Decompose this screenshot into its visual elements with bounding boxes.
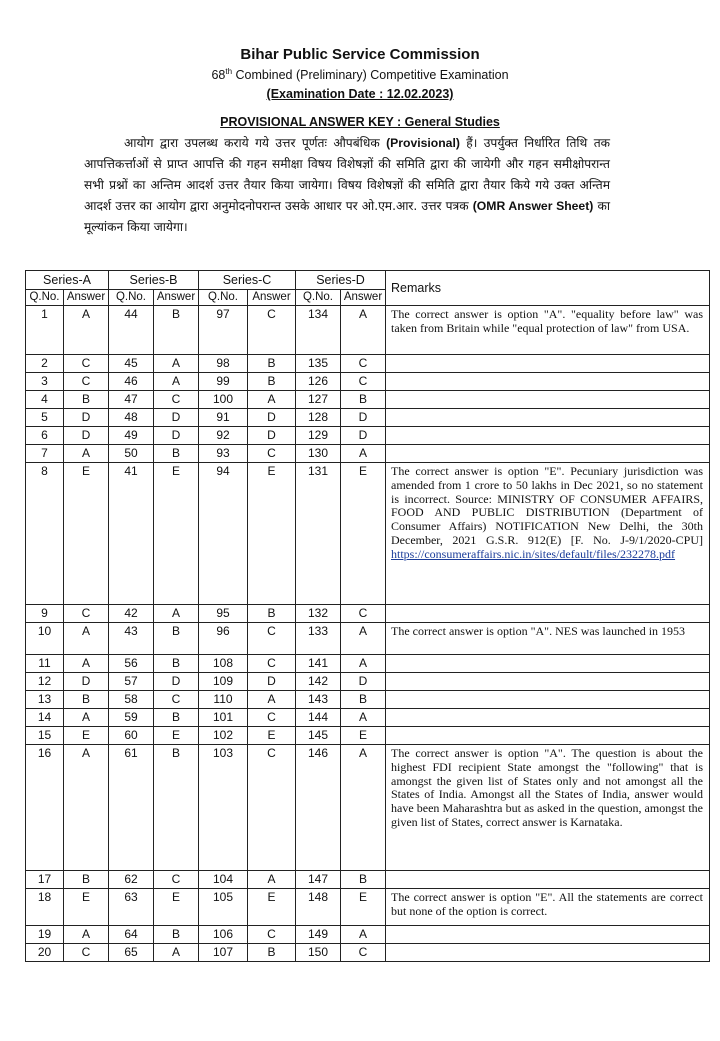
answer-cell: C <box>248 926 296 944</box>
remark-cell <box>386 709 710 727</box>
exam-title <box>0 67 720 82</box>
table-row <box>26 889 710 926</box>
question-number-cell: 9 <box>26 605 64 623</box>
answer-cell: D <box>341 673 386 691</box>
answer-cell: D <box>248 673 296 691</box>
question-number-cell: 49 <box>109 427 154 445</box>
answer-cell: C <box>64 355 109 373</box>
table-row <box>26 391 710 409</box>
answer-cell: A <box>154 605 199 623</box>
answer-cell: D <box>341 409 386 427</box>
exam-date: (Examination Date : 12.02.2023) <box>266 87 454 101</box>
answer-cell: A <box>341 709 386 727</box>
remark-cell <box>386 673 710 691</box>
question-number-cell: 65 <box>109 944 154 962</box>
answer-cell: B <box>154 926 199 944</box>
answer-cell: E <box>64 727 109 745</box>
question-number-cell: 5 <box>26 409 64 427</box>
question-number-cell: 145 <box>296 727 341 745</box>
question-number-cell: 92 <box>199 427 248 445</box>
answer-cell: B <box>154 709 199 727</box>
answer-cell: C <box>248 445 296 463</box>
table-row <box>26 655 710 673</box>
qno-header: Q.No. <box>199 290 248 306</box>
answer-cell: A <box>64 745 109 871</box>
answer-cell: E <box>64 889 109 926</box>
remark-text: The correct answer is option "A". "equality before law" was taken from Britain while "equal protection of law" from USA. <box>391 307 703 335</box>
answer-cell: B <box>248 355 296 373</box>
question-number-cell: 8 <box>26 463 64 605</box>
answer-cell: D <box>64 673 109 691</box>
question-number-cell: 144 <box>296 709 341 727</box>
answer-cell: D <box>248 409 296 427</box>
question-number-cell: 42 <box>109 605 154 623</box>
question-number-cell: 15 <box>26 727 64 745</box>
question-number-cell: 58 <box>109 691 154 709</box>
question-number-cell: 141 <box>296 655 341 673</box>
question-number-cell: 108 <box>199 655 248 673</box>
exam-number: 68 <box>211 68 226 83</box>
table-row <box>26 445 710 463</box>
question-number-cell: 50 <box>109 445 154 463</box>
answer-cell: E <box>341 463 386 605</box>
remarks-header: Remarks <box>386 271 710 306</box>
answer-rows <box>26 306 710 962</box>
question-number-cell: 59 <box>109 709 154 727</box>
question-number-cell: 4 <box>26 391 64 409</box>
table-row <box>26 605 710 623</box>
series-c-header: Series-C <box>199 271 296 290</box>
answer-cell: C <box>248 306 296 355</box>
remark-cell <box>386 445 710 463</box>
table-row <box>26 355 710 373</box>
question-number-cell: 143 <box>296 691 341 709</box>
question-number-cell: 48 <box>109 409 154 427</box>
notice-part2: हैं। उपर्युक्त निर्धारित तिथि तक आपत्तिकर्त्ताओं से प्राप्त आपत्ति की गहन समीक्षा विषय विशेषज्ञों की समिति द्वारा की जायेगी और गहन समीक्षोपरान्त सभी प्रश्नों का अन्तिम आदर्श उत्तर तैयार किया जायेगा। विषय विशेषज्ञों की समिति द्वारा तैयार किये गये उक्त अन्तिम आदर्श उत्तर का आयोग द्वारा अनुमोदनोपरान्त उसके आधार पर ओ.एम.आर. उत्तर पत्रक <box>84 136 611 213</box>
answer-cell: C <box>248 655 296 673</box>
remark-text: The correct answer is option "A". NES was launched in 1953 <box>391 624 686 638</box>
qno-header: Q.No. <box>296 290 341 306</box>
answer-cell: E <box>248 463 296 605</box>
question-number-cell: 97 <box>199 306 248 355</box>
question-number-cell: 11 <box>26 655 64 673</box>
table-row <box>26 871 710 889</box>
answer-cell: C <box>64 373 109 391</box>
question-number-cell: 13 <box>26 691 64 709</box>
series-a-header: Series-A <box>26 271 109 290</box>
answer-cell: C <box>341 373 386 391</box>
question-number-cell: 96 <box>199 623 248 655</box>
question-number-cell: 20 <box>26 944 64 962</box>
table-row <box>26 727 710 745</box>
notice-provisional: (Provisional) <box>386 136 460 150</box>
question-number-cell: 146 <box>296 745 341 871</box>
answer-cell: B <box>154 745 199 871</box>
remark-text: The correct answer is option "E". All the statements are correct but none of the option is correct. <box>391 890 703 918</box>
answer-cell: A <box>154 944 199 962</box>
question-number-cell: 43 <box>109 623 154 655</box>
answer-key-title: PROVISIONAL ANSWER KEY : General Studies <box>220 115 500 129</box>
question-number-cell: 95 <box>199 605 248 623</box>
table-row <box>26 373 710 391</box>
answer-cell: C <box>154 871 199 889</box>
series-d-header: Series-D <box>296 271 386 290</box>
question-number-cell: 132 <box>296 605 341 623</box>
answer-cell: C <box>64 944 109 962</box>
remark-cell <box>386 655 710 673</box>
remark-cell <box>386 427 710 445</box>
question-number-cell: 94 <box>199 463 248 605</box>
remark-cell <box>386 409 710 427</box>
answer-cell: A <box>341 655 386 673</box>
question-number-cell: 56 <box>109 655 154 673</box>
table-row <box>26 463 710 605</box>
answer-cell: B <box>154 445 199 463</box>
answer-cell: D <box>154 427 199 445</box>
answer-header: Answer <box>154 290 199 306</box>
answer-cell: B <box>341 871 386 889</box>
question-number-cell: 127 <box>296 391 341 409</box>
answer-cell: B <box>154 306 199 355</box>
answer-cell: D <box>341 427 386 445</box>
question-number-cell: 62 <box>109 871 154 889</box>
question-number-cell: 7 <box>26 445 64 463</box>
question-number-cell: 1 <box>26 306 64 355</box>
question-number-cell: 110 <box>199 691 248 709</box>
notice-omr: (OMR Answer Sheet) <box>472 199 594 213</box>
question-number-cell: 19 <box>26 926 64 944</box>
answer-cell: B <box>64 391 109 409</box>
remark-text: The correct answer is option "E". Pecuniary jurisdiction was amended from 1 crore to 50 lakhs in Dec 2021, so no statement is incorrect. Source: MINISTRY OF CONSUMER AFFAIRS, FOOD AND PUBLIC DISTRIBUTION (Department of Consumer Affairs) NOTIFICATION New Delhi, the 30th December, 2021 G.S.R. 912(E) [F. No. J-9/1/2020-CPU] <box>391 464 703 547</box>
question-number-cell: 3 <box>26 373 64 391</box>
remark-cell <box>386 623 710 655</box>
question-number-cell: 99 <box>199 373 248 391</box>
answer-cell: A <box>341 306 386 355</box>
question-number-cell: 57 <box>109 673 154 691</box>
remark-cell <box>386 605 710 623</box>
answer-cell: A <box>64 655 109 673</box>
remark-cell <box>386 373 710 391</box>
answer-cell: A <box>248 391 296 409</box>
remark-cell <box>386 391 710 409</box>
question-number-cell: 10 <box>26 623 64 655</box>
notice-part3: का मूल्यांकन किया जायेगा। <box>84 199 610 234</box>
question-number-cell: 2 <box>26 355 64 373</box>
answer-cell: B <box>248 944 296 962</box>
answer-cell: C <box>154 391 199 409</box>
question-number-cell: 104 <box>199 871 248 889</box>
answer-cell: D <box>154 409 199 427</box>
question-number-cell: 130 <box>296 445 341 463</box>
table-row <box>26 306 710 355</box>
answer-cell: D <box>248 427 296 445</box>
answer-cell: E <box>154 889 199 926</box>
question-number-cell: 129 <box>296 427 341 445</box>
answer-cell: E <box>341 889 386 926</box>
question-number-cell: 60 <box>109 727 154 745</box>
question-number-cell: 134 <box>296 306 341 355</box>
answer-cell: A <box>248 691 296 709</box>
answer-cell: C <box>341 944 386 962</box>
answer-cell: A <box>341 926 386 944</box>
remark-cell <box>386 691 710 709</box>
qno-header: Q.No. <box>26 290 64 306</box>
remark-cell <box>386 745 710 871</box>
answer-cell: E <box>154 463 199 605</box>
question-number-cell: 106 <box>199 926 248 944</box>
question-number-cell: 61 <box>109 745 154 871</box>
table-row <box>26 409 710 427</box>
question-number-cell: 93 <box>199 445 248 463</box>
answer-cell: A <box>64 306 109 355</box>
question-number-cell: 101 <box>199 709 248 727</box>
organization-title: Bihar Public Service Commission <box>240 46 480 63</box>
table-row <box>26 709 710 727</box>
answer-cell: E <box>248 889 296 926</box>
source-link[interactable]: https://consumeraffairs.nic.in/sites/default/files/232278.pdf <box>391 546 676 561</box>
answer-cell: C <box>248 745 296 871</box>
question-number-cell: 100 <box>199 391 248 409</box>
question-number-cell: 6 <box>26 427 64 445</box>
table-row <box>26 745 710 871</box>
remark-cell <box>386 727 710 745</box>
answer-cell: C <box>248 709 296 727</box>
qno-header: Q.No. <box>109 290 154 306</box>
exam-suffix: th <box>225 67 233 76</box>
question-number-cell: 142 <box>296 673 341 691</box>
question-number-cell: 44 <box>109 306 154 355</box>
answer-cell: A <box>64 445 109 463</box>
question-number-cell: 45 <box>109 355 154 373</box>
question-number-cell: 107 <box>199 944 248 962</box>
remark-cell <box>386 306 710 355</box>
answer-cell: A <box>154 373 199 391</box>
answer-cell: E <box>154 727 199 745</box>
answer-cell: A <box>64 623 109 655</box>
series-b-header: Series-B <box>109 271 199 290</box>
answer-cell: C <box>341 605 386 623</box>
answer-header: Answer <box>341 290 386 306</box>
question-number-cell: 46 <box>109 373 154 391</box>
question-number-cell: 147 <box>296 871 341 889</box>
remark-cell <box>386 926 710 944</box>
remark-cell <box>386 889 710 926</box>
answer-cell: C <box>341 355 386 373</box>
answer-cell: A <box>341 623 386 655</box>
remark-cell <box>386 355 710 373</box>
remark-cell <box>386 463 710 605</box>
question-number-cell: 12 <box>26 673 64 691</box>
answer-cell: A <box>341 745 386 871</box>
table-row <box>26 944 710 962</box>
answer-cell: D <box>64 409 109 427</box>
answer-cell: C <box>64 605 109 623</box>
answer-cell: B <box>341 391 386 409</box>
question-number-cell: 148 <box>296 889 341 926</box>
question-number-cell: 103 <box>199 745 248 871</box>
answer-cell: C <box>248 623 296 655</box>
answer-cell: A <box>64 709 109 727</box>
question-number-cell: 14 <box>26 709 64 727</box>
question-number-cell: 63 <box>109 889 154 926</box>
question-number-cell: 126 <box>296 373 341 391</box>
answer-cell: B <box>154 623 199 655</box>
table-row <box>26 427 710 445</box>
answer-cell: A <box>341 445 386 463</box>
remark-text: The correct answer is option "A". The question is about the highest FDI recipient State amongst the "following" that is amongst the given list of States only and not amongst all the States of India. Amongst all the States of India, answer would have been Maharashtra but as asked in the question, amongst the given list of States, correct answer is Karnataka. <box>391 746 703 829</box>
answer-cell: B <box>248 605 296 623</box>
question-number-cell: 105 <box>199 889 248 926</box>
answer-cell: B <box>64 871 109 889</box>
answer-cell: E <box>248 727 296 745</box>
notice-paragraph <box>84 133 610 238</box>
answer-cell: E <box>341 727 386 745</box>
answer-header: Answer <box>64 290 109 306</box>
table-row <box>26 673 710 691</box>
answer-cell: C <box>154 691 199 709</box>
question-number-cell: 133 <box>296 623 341 655</box>
question-number-cell: 131 <box>296 463 341 605</box>
table-row <box>26 926 710 944</box>
question-number-cell: 64 <box>109 926 154 944</box>
question-number-cell: 47 <box>109 391 154 409</box>
answer-header: Answer <box>248 290 296 306</box>
table-row <box>26 691 710 709</box>
notice-part1: आयोग द्वारा उपलब्ध कराये गये उत्तर पूर्णतः औपबंधिक <box>124 136 380 150</box>
question-number-cell: 128 <box>296 409 341 427</box>
answer-cell: B <box>154 655 199 673</box>
question-number-cell: 149 <box>296 926 341 944</box>
question-number-cell: 17 <box>26 871 64 889</box>
table-row <box>26 623 710 655</box>
remark-cell <box>386 871 710 889</box>
answer-cell: E <box>64 463 109 605</box>
question-number-cell: 109 <box>199 673 248 691</box>
answer-cell: A <box>248 871 296 889</box>
answer-cell: B <box>64 691 109 709</box>
answer-cell: D <box>154 673 199 691</box>
question-number-cell: 91 <box>199 409 248 427</box>
exam-name: Combined (Preliminary) Competitive Examination <box>235 68 509 83</box>
question-number-cell: 98 <box>199 355 248 373</box>
answer-cell: A <box>64 926 109 944</box>
answer-cell: A <box>154 355 199 373</box>
answer-cell: D <box>64 427 109 445</box>
question-number-cell: 16 <box>26 745 64 871</box>
question-number-cell: 150 <box>296 944 341 962</box>
question-number-cell: 18 <box>26 889 64 926</box>
remark-cell <box>386 944 710 962</box>
answer-key-table <box>25 270 710 962</box>
question-number-cell: 102 <box>199 727 248 745</box>
question-number-cell: 41 <box>109 463 154 605</box>
answer-cell: B <box>341 691 386 709</box>
question-number-cell: 135 <box>296 355 341 373</box>
answer-cell: B <box>248 373 296 391</box>
